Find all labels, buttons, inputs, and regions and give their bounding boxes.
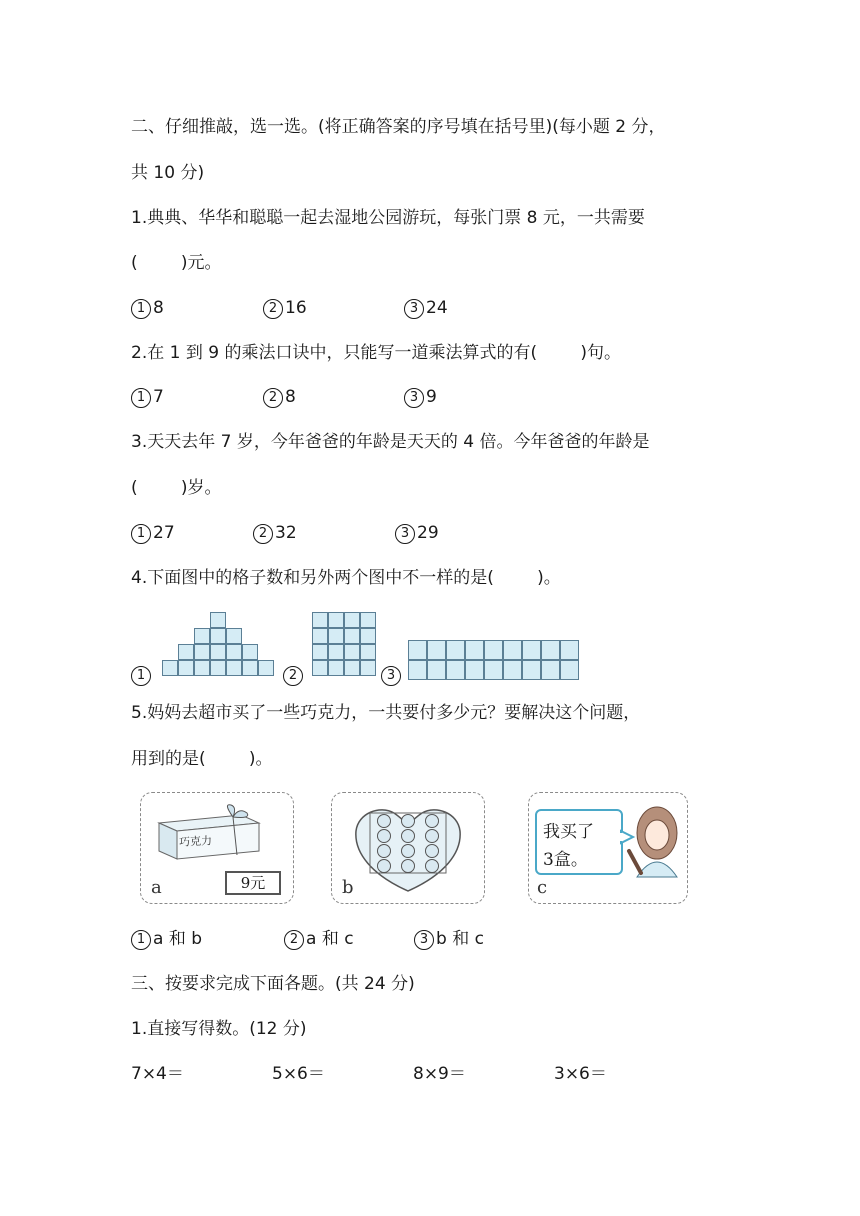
expr-1: 7×4＝ bbox=[131, 1064, 184, 1084]
chocolate-piece bbox=[378, 830, 391, 843]
grid-cell bbox=[560, 640, 579, 660]
chocolate-piece bbox=[426, 845, 439, 858]
q4-stem: 4.下面图中的格子数和另外两个图中不一样的是( )。 bbox=[131, 568, 561, 588]
panel-letter-b: b bbox=[342, 877, 354, 898]
q4-figure-2-square-grid bbox=[312, 612, 378, 678]
chocolate-piece bbox=[402, 830, 415, 843]
grid-cell bbox=[328, 644, 344, 660]
circled-number-icon: 1 bbox=[131, 524, 151, 544]
circled-number-icon: 2 bbox=[263, 388, 283, 408]
circled-number-icon: 2 bbox=[284, 930, 304, 950]
grid-cell bbox=[522, 660, 541, 680]
grid-cell bbox=[328, 628, 344, 644]
grid-cell bbox=[541, 660, 560, 680]
q4-option-2-label bbox=[283, 664, 305, 686]
q1-option-2: 2 16 bbox=[263, 297, 307, 319]
circled-number-icon: 2 bbox=[283, 666, 303, 686]
circled-number-icon: 2 bbox=[253, 524, 273, 544]
grid-cell bbox=[344, 644, 360, 660]
q4-option-1-label bbox=[131, 664, 153, 686]
grid-cell bbox=[360, 644, 376, 660]
panel-letter-a: a bbox=[151, 877, 162, 898]
grid-cell bbox=[194, 644, 210, 660]
circled-number-icon: 3 bbox=[404, 388, 424, 408]
q5-option-2: 2 a 和 c bbox=[284, 928, 354, 950]
q1-option-3: 3 24 bbox=[404, 297, 448, 319]
q5-stem-line2: 用到的是( )。 bbox=[131, 749, 273, 769]
circled-number-icon: 3 bbox=[414, 930, 434, 950]
grid-cell bbox=[312, 644, 328, 660]
chocolate-piece bbox=[378, 815, 391, 828]
grid-cell bbox=[408, 660, 427, 680]
q3-option-1: 1 27 bbox=[131, 522, 175, 544]
grid-cell bbox=[465, 640, 484, 660]
grid-cell bbox=[446, 660, 465, 680]
q3-stem-line2: ( )岁。 bbox=[131, 478, 222, 498]
grid-cell bbox=[360, 660, 376, 676]
q2-option-2: 2 8 bbox=[263, 386, 296, 408]
circled-number-icon: 3 bbox=[395, 524, 415, 544]
grid-cell bbox=[427, 640, 446, 660]
section-3-sub1: 1.直接写得数。(12 分) bbox=[131, 1019, 307, 1039]
grid-cell bbox=[408, 640, 427, 660]
grid-cell bbox=[194, 660, 210, 676]
panel-letter-c: c bbox=[537, 877, 548, 898]
grid-cell bbox=[242, 644, 258, 660]
circled-number-icon: 1 bbox=[131, 388, 151, 408]
chocolate-piece bbox=[402, 845, 415, 858]
grid-cell bbox=[258, 660, 274, 676]
grid-cell bbox=[178, 644, 194, 660]
grid-cell bbox=[328, 660, 344, 676]
circled-number-icon: 2 bbox=[263, 299, 283, 319]
q4-option-3-label bbox=[381, 664, 403, 686]
grid-cell bbox=[312, 660, 328, 676]
chocolate-piece bbox=[426, 830, 439, 843]
q1-stem-line1: 1.典典、华华和聪聪一起去湿地公园游玩，每张门票 8 元，一共需要 bbox=[131, 208, 645, 228]
chocolate-box-label: 巧克力 bbox=[178, 834, 213, 849]
grid-cell bbox=[242, 660, 258, 676]
section-2-heading-line1: 二、仔细推敲，选一选。(将正确答案的序号填在括号里)(每小题 2 分， bbox=[131, 117, 666, 137]
grid-cell bbox=[194, 628, 210, 644]
section-2-heading-line2: 共 10 分) bbox=[131, 163, 205, 183]
grid-cell bbox=[484, 660, 503, 680]
q5-option-1: 1 a 和 b bbox=[131, 928, 202, 950]
chocolate-piece bbox=[402, 860, 415, 873]
q3-stem-line1: 3.天天去年 7 岁，今年爸爸的年龄是天天的 4 倍。今年爸爸的年龄是 bbox=[131, 432, 650, 452]
grid-cell bbox=[312, 628, 328, 644]
chocolate-piece bbox=[426, 815, 439, 828]
grid-cell bbox=[226, 660, 242, 676]
grid-cell bbox=[344, 628, 360, 644]
grid-cell bbox=[360, 612, 376, 628]
grid-cell bbox=[344, 660, 360, 676]
circled-number-icon: 3 bbox=[404, 299, 424, 319]
grid-cell bbox=[328, 612, 344, 628]
grid-cell bbox=[312, 612, 328, 628]
section-3-heading: 三、按要求完成下面各题。(共 24 分) bbox=[131, 974, 415, 994]
expr-3: 8×9＝ bbox=[413, 1064, 466, 1084]
q1-stem-line2: ( )元。 bbox=[131, 253, 222, 273]
q3-option-3: 3 29 bbox=[395, 522, 439, 544]
grid-cell bbox=[503, 640, 522, 660]
q2-option-3: 3 9 bbox=[404, 386, 437, 408]
speech-line-2: 3盒。 bbox=[543, 850, 588, 870]
grid-cell bbox=[226, 628, 242, 644]
q4-figure-3-long-grid bbox=[408, 640, 580, 682]
grid-cell bbox=[178, 660, 194, 676]
chocolate-piece bbox=[378, 860, 391, 873]
grid-cell bbox=[210, 612, 226, 628]
grid-cell bbox=[162, 660, 178, 676]
grid-cell bbox=[560, 660, 579, 680]
chocolate-piece bbox=[426, 860, 439, 873]
grid-cell bbox=[484, 640, 503, 660]
q4-figure-1-pyramid-grid bbox=[158, 612, 278, 678]
circled-number-icon: 1 bbox=[131, 666, 151, 686]
grid-cell bbox=[226, 644, 242, 660]
panel-a-chocolate-box bbox=[140, 792, 294, 904]
grid-cell bbox=[427, 660, 446, 680]
heart-tray-icon bbox=[332, 793, 484, 903]
chocolate-piece bbox=[402, 815, 415, 828]
circled-number-icon: 1 bbox=[131, 930, 151, 950]
expr-2: 5×6＝ bbox=[272, 1064, 325, 1084]
grid-cell bbox=[522, 640, 541, 660]
grid-cell bbox=[210, 628, 226, 644]
chocolate-piece bbox=[378, 845, 391, 858]
circled-number-icon: 1 bbox=[131, 299, 151, 319]
circled-number-icon: 3 bbox=[381, 666, 401, 686]
q3-option-2: 2 32 bbox=[253, 522, 297, 544]
grid-cell bbox=[503, 660, 522, 680]
grid-cell bbox=[465, 660, 484, 680]
grid-cell bbox=[541, 640, 560, 660]
q5-stem-line1: 5.妈妈去超市买了一些巧克力，一共要付多少元？要解决这个问题， bbox=[131, 703, 641, 723]
price-tag: 9元 bbox=[225, 871, 281, 895]
grid-cell bbox=[210, 644, 226, 660]
grid-cell bbox=[344, 612, 360, 628]
grid-cell bbox=[446, 640, 465, 660]
grid-cell bbox=[360, 628, 376, 644]
speech-line-1: 我买了 bbox=[543, 822, 594, 842]
q1-option-1: 1 8 bbox=[131, 297, 164, 319]
q5-option-3: 3 b 和 c bbox=[414, 928, 484, 950]
panel-b-heart-chocolate-tray bbox=[331, 792, 485, 904]
q2-stem: 2.在 1 到 9 的乘法口诀中，只能写一道乘法算式的有( )句。 bbox=[131, 343, 621, 363]
q2-option-1: 1 7 bbox=[131, 386, 164, 408]
grid-cell bbox=[210, 660, 226, 676]
panel-c-mother-speech bbox=[528, 792, 688, 904]
expr-4: 3×6＝ bbox=[554, 1064, 607, 1084]
